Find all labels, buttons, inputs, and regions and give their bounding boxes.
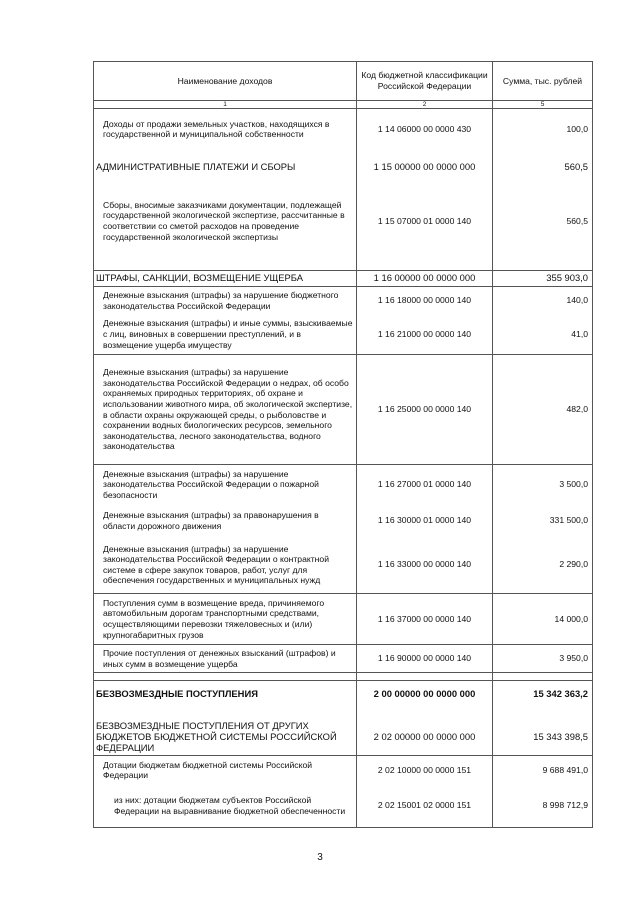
page-number: 3 — [317, 852, 323, 863]
table-row — [94, 465, 593, 505]
table-row — [94, 681, 593, 708]
row-name: Денежные взыскания (штрафы) за нарушение законодательства Российской Федерации о контрактной системе в сфере закупок товаров, работ, услуг для обеспечения государственных и муниципальных нужд — [94, 537, 357, 594]
table-row — [94, 537, 593, 594]
row-code: 1 15 00000 00 0000 000 — [357, 150, 493, 185]
row-code: 1 16 18000 00 0000 140 — [357, 287, 493, 315]
table-row — [94, 185, 593, 258]
table-row — [94, 150, 593, 185]
row-code: 1 16 00000 00 0000 000 — [357, 271, 493, 287]
table-row — [94, 287, 593, 315]
row-name: БЕЗВОЗМЕЗДНЫЕ ПОСТУПЛЕНИЯ ОТ ДРУГИХ БЮДЖЕТОВ БЮДЖЕТНОЙ СИСТЕМЫ РОССИЙСКОЙ ФЕДЕРАЦИИ — [94, 720, 357, 756]
row-name: Денежные взыскания (штрафы) и иные суммы, взыскиваемые с лиц, виновных в совершении преступлений, и в возмещение ущерба имуществу — [94, 315, 357, 355]
row-name: Денежные взыскания (штрафы) за нарушение законодательства Российской Федерации о пожарной безопасности — [94, 465, 357, 505]
header-sum: Сумма, тыс. рублей — [493, 62, 593, 101]
row-name: Денежные взыскания (штрафы) за нарушение бюджетного законодательства Российской Федерации — [94, 287, 357, 315]
row-name: Поступления сумм в возмещение вреда, причиняемого автомобильным дорогам транспортными средствами, осуществляющими перевозки тяжеловесных и (или) крупногабаритных грузов — [94, 594, 357, 645]
header-code: Код бюджетной классификации Российской Федерации — [357, 62, 493, 101]
column-number: 5 — [493, 101, 593, 109]
row-code: 1 16 90000 00 0000 140 — [357, 645, 493, 673]
row-code: 1 16 30000 01 0000 140 — [357, 505, 493, 537]
row-amount: 355 903,0 — [493, 271, 593, 287]
row-code: 2 02 10000 00 0000 151 — [357, 756, 493, 785]
spacer-row — [94, 258, 593, 271]
row-code: 2 00 00000 00 0000 000 — [357, 681, 493, 708]
row-amount: 41,0 — [493, 315, 593, 355]
row-name: Денежные взыскания (штрафы) за правонарушения в области дорожного движения — [94, 505, 357, 537]
row-name: из них: дотации бюджетам субъектов Российской Федерации на выравнивание бюджетной обеспеченности — [94, 785, 357, 828]
row-amount: 8 998 712,9 — [493, 785, 593, 828]
row-amount: 3 500,0 — [493, 465, 593, 505]
row-name: Доходы от продажи земельных участков, находящихся в государственной и муниципальной собственности — [94, 109, 357, 150]
row-code: 1 16 25000 00 0000 140 — [357, 355, 493, 465]
row-code: 2 02 00000 00 0000 000 — [357, 720, 493, 756]
row-amount: 482,0 — [493, 355, 593, 465]
row-code: 1 16 33000 00 0000 140 — [357, 537, 493, 594]
row-amount: 15 343 398,5 — [493, 720, 593, 756]
row-name: Прочие поступления от денежных взысканий (штрафов) и иных сумм в возмещение ущерба — [94, 645, 357, 673]
table-row — [94, 505, 593, 537]
table-row — [94, 594, 593, 645]
row-amount: 14 000,0 — [493, 594, 593, 645]
column-number: 1 — [94, 101, 357, 109]
row-amount: 3 950,0 — [493, 645, 593, 673]
row-amount: 560,5 — [493, 150, 593, 185]
row-amount: 331 500,0 — [493, 505, 593, 537]
row-code: 1 14 06000 00 0000 430 — [357, 109, 493, 150]
row-amount: 2 290,0 — [493, 537, 593, 594]
row-code: 1 16 21000 00 0000 140 — [357, 315, 493, 355]
row-name: Денежные взыскания (штрафы) за нарушение законодательства Российской Федерации о недрах, об особо охраняемых природных территориях, об охране и использовании животного мира, об экологической экспертизе, в области охраны окружающей среды, о рыболовстве и сохранении водных биологических ресурсов, земельного законодательства, лесного законодательства, водного законодательства — [94, 355, 357, 465]
table-row — [94, 109, 593, 150]
row-code: 2 02 15001 02 0000 151 — [357, 785, 493, 828]
row-amount: 560,5 — [493, 185, 593, 258]
row-code: 1 15 07000 01 0000 140 — [357, 185, 493, 258]
row-name: АДМИНИСТРАТИВНЫЕ ПЛАТЕЖИ И СБОРЫ — [94, 150, 357, 185]
row-amount: 15 342 363,2 — [493, 681, 593, 708]
spacer-row — [94, 708, 593, 720]
row-name: БЕЗВОЗМЕЗДНЫЕ ПОСТУПЛЕНИЯ — [94, 681, 357, 708]
table-row — [94, 645, 593, 673]
column-number: 2 — [357, 101, 493, 109]
table-row — [94, 785, 593, 828]
table-header-row — [94, 62, 593, 101]
row-name: ШТРАФЫ, САНКЦИИ, ВОЗМЕЩЕНИЕ УЩЕРБА — [94, 271, 357, 287]
table-row — [94, 315, 593, 355]
header-name: Наименование доходов — [94, 62, 357, 101]
table-row — [94, 756, 593, 785]
table-row — [94, 355, 593, 465]
row-name: Сборы, вносимые заказчиками документации, подлежащей государственной экологической экспертизе, рассчитанные в соответствии со сметой расходов на проведение государственной экологической экспертизы — [94, 185, 357, 258]
row-amount: 140,0 — [493, 287, 593, 315]
spacer-row — [94, 673, 593, 681]
row-name: Дотации бюджетам бюджетной системы Российской Федерации — [94, 756, 357, 785]
row-amount: 9 688 491,0 — [493, 756, 593, 785]
revenue-table — [93, 61, 593, 828]
row-code: 1 16 27000 01 0000 140 — [357, 465, 493, 505]
table-row — [94, 720, 593, 756]
column-numbers-row — [94, 101, 593, 109]
row-amount: 100,0 — [493, 109, 593, 150]
table-row — [94, 271, 593, 287]
row-code: 1 16 37000 00 0000 140 — [357, 594, 493, 645]
